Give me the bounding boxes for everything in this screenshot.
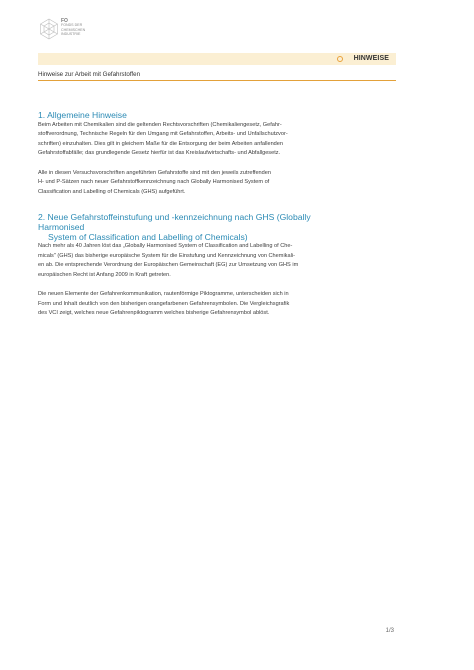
section-2-paragraph-1: Nach mehr als 40 Jahren löst das „Globally Harmonised System of Classification and Labelling of Che- micals" (GHS) das bisherige europäische System für die Einstufung und Kennzeichnung von Chemikali- en ab. Die entsprechende Verordnung der Europäischen Gemeinschaft (EG) zur Umsetzung von GHS im europäischen Recht ist Anfang 2009 in Kraft getreten.: [38, 243, 299, 278]
section-1-heading: 1. Allgemeine Hinweise: [38, 110, 127, 120]
logo-mark-icon: [38, 18, 60, 40]
section-1-paragraph-1: Beim Arbeiten mit Chemikalien sind die geltenden Rechtsvorschriften (Chemikaliengesetz, Gefahr- stoffverordnung, Technische Regeln für den Umgang mit Gefahrstoffen, Arbeits- und Unfallschutzvor- schriften) einzuhalten. Dies gilt in gleichem Maße für die Entsorgung der beim Arbeiten anfallenden Gefahrstoffabfälle; das grundlegende Gesetz hierfür ist das Kreislaufwirtschafts- und Abfallgesetz.: [38, 121, 288, 157]
section-2-heading: [38, 213, 338, 242]
main-content: [38, 111, 338, 319]
logo-text: [61, 19, 85, 37]
logo-initials: FO: [61, 18, 68, 24]
section-2-heading-line-1: 2. Neue Gefahrstoffeinstufung und -kennzeichnung nach GHS (Globally Harmonised: [38, 212, 311, 232]
header-badge-label: HINWEISE: [353, 55, 389, 62]
logo-tagline: FONDS DER CHEMISCHEN INDUSTRIE: [61, 23, 86, 37]
section-1-paragraph-2: Alle in diesen Versuchsvorschriften angeführten Gefahrstoffe sind mit den jeweils zutreffenden H- und P-Sätzen nach neuer Gefahrstoffkennzeichnung nach Globally Harmonised System of Classification and Labelling of Chemicals (GHS) aufgeführt.: [38, 169, 272, 195]
header-bar: [38, 53, 396, 65]
section-2-paragraph-2: Die neuen Elemente der Gefahrenkommunikation, rautenförmige Piktogramme, unterscheiden sich in Form und Inhalt deutlich von den bisherigen orangefarbenen Gefahrensymbolen. Die Vergleichsgrafik des VCI zeigt, welches neue Gefahrenpiktogramm welches bisherige Gefahrensymbol ablöst.: [38, 291, 290, 317]
organization-logo: [38, 18, 98, 44]
circle-icon: [337, 56, 343, 62]
page-number: 1/3: [385, 628, 394, 634]
section-2-heading-line-2: System of Classification and Labelling of Chemicals): [48, 231, 248, 242]
document-subtitle: Hinweise zur Arbeit mit Gefahrstoffen: [38, 71, 141, 78]
header-divider: [38, 80, 396, 81]
